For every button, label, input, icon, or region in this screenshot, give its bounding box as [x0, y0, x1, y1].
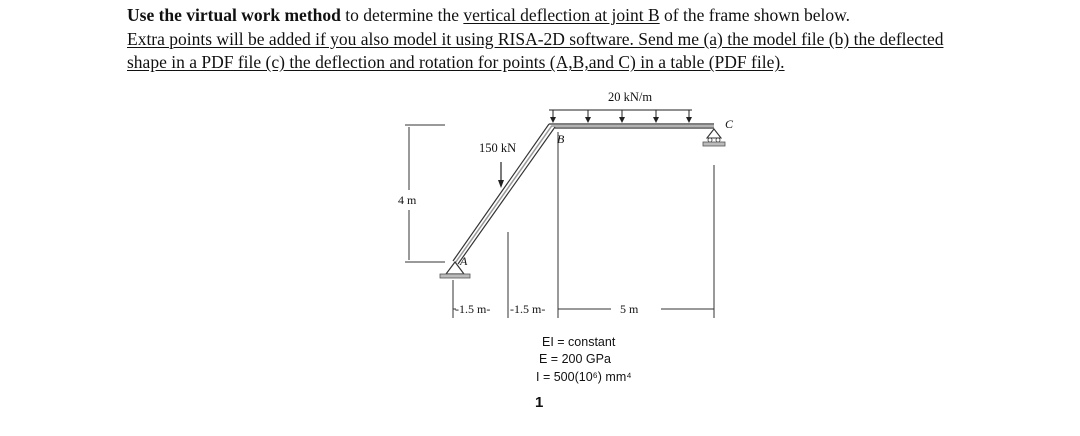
- load-arrow: [585, 110, 591, 123]
- method-phrase: Use the virtual work method: [127, 5, 341, 25]
- extra-points-text: Extra points will be added if you also model it using RISA-2D software. Send me (a) the model file (b) the deflected shape in a PDF file (c) the deflection and rotation for points (A,B,and C) in a table (PDF file).: [127, 28, 944, 72]
- distributed-load-label: 20 kN/m: [608, 90, 653, 104]
- target-phrase: vertical deflection at joint B: [463, 5, 660, 25]
- distributed-load: [549, 110, 692, 123]
- point-load-arrow: [498, 162, 504, 188]
- span-3-label: 5 m: [620, 302, 639, 316]
- height-dimension-label: 4 m: [398, 193, 417, 207]
- load-arrow: [619, 110, 625, 123]
- span-2-label: -1.5 m-: [510, 302, 546, 316]
- load-arrow: [550, 110, 556, 123]
- e-property: E = 200 GPa: [539, 352, 611, 366]
- span-1-label: -1.5 m-: [455, 302, 491, 316]
- page-number: 1: [535, 394, 544, 411]
- section-properties: [536, 335, 632, 384]
- joint-c-label: C: [725, 117, 734, 131]
- joint-b-label: B: [557, 132, 565, 146]
- i-property: I = 500(10⁶) mm⁴: [536, 370, 632, 384]
- lead-text: to determine the: [340, 5, 464, 25]
- point-load-label: 150 kN: [479, 141, 517, 155]
- joint-a-label: A: [460, 254, 468, 268]
- ei-property: EI = constant: [542, 335, 616, 349]
- load-arrow: [653, 110, 659, 123]
- tail-text: of the frame shown below.: [659, 5, 851, 25]
- extension-lines: [453, 132, 714, 318]
- roller-support-c: [703, 129, 725, 146]
- load-arrow: [686, 110, 692, 123]
